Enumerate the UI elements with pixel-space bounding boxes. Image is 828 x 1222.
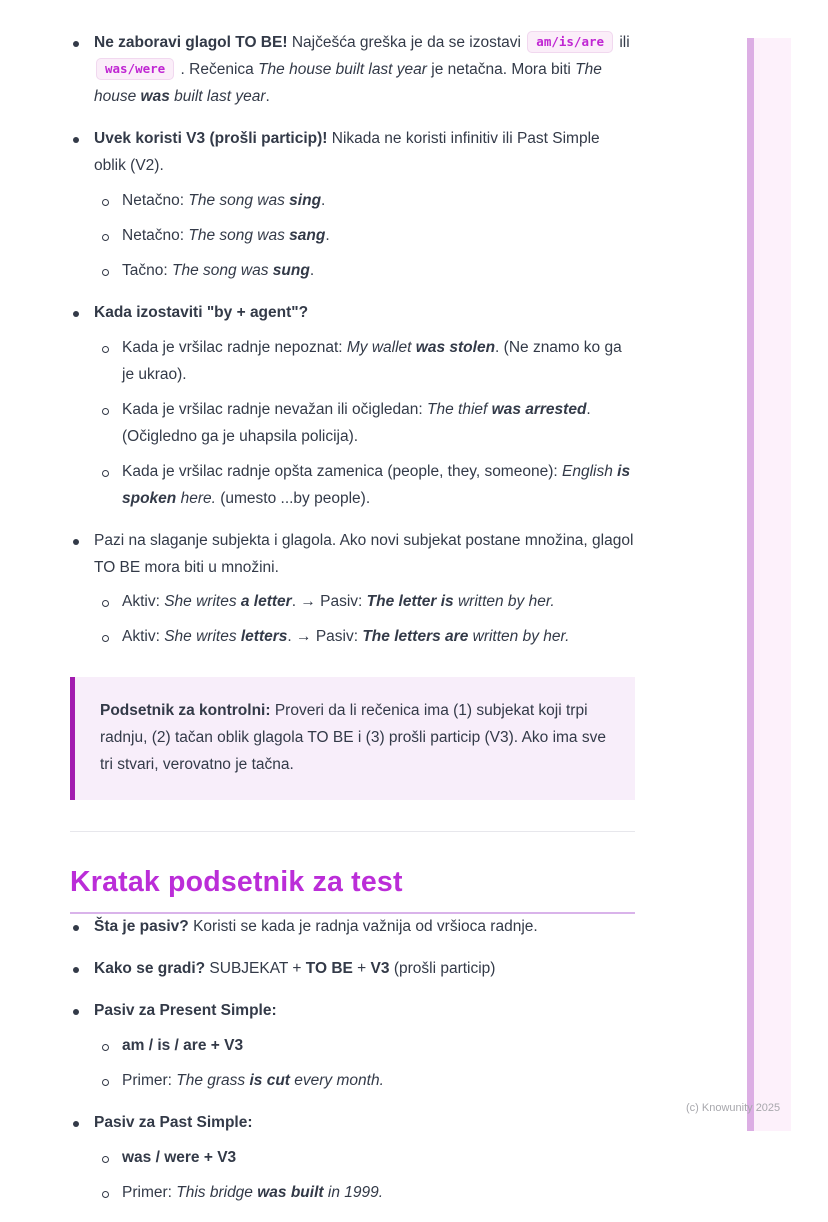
text-segment: am / is / are + V3 [122,1037,244,1055]
notes-list-top [70,30,635,651]
text-segment: + [352,960,371,978]
text-segment: written by her. [468,628,570,646]
bullet-marker [99,624,122,651]
list-item-body [94,1110,635,1207]
section-heading: Kratak podsetnik za test [70,866,635,914]
list-item-body [122,223,635,250]
text-segment: Primer: [122,1072,177,1090]
code-chip: was/were [96,58,174,80]
list-item-text [94,1110,635,1137]
list-item [70,914,635,941]
list-item-body [122,1068,635,1095]
list-item-body [94,956,635,983]
text-segment: TO BE [305,960,353,978]
callout-text [100,698,607,779]
list-item-body [122,335,635,389]
text-segment: Aktiv: [122,628,165,646]
list-item-text [94,528,635,582]
text-segment: This bridge [176,1184,258,1202]
list-item-body [122,188,635,215]
bullet-marker [99,1068,122,1095]
list-item-body [122,589,635,616]
text-segment: The song was [188,191,290,209]
text-segment: a letter [240,593,292,611]
text-segment: Kako se gradi? [94,960,206,978]
text-segment: (prošli particip) [389,960,496,978]
list-item [70,998,635,1095]
sub-list-item [94,589,635,616]
list-item-text [94,998,635,1025]
sub-list [94,1145,635,1207]
sub-list-item [94,258,635,285]
text-segment: Najčešća greška je da se izostavi [287,34,526,51]
list-item-body [94,30,635,111]
list-item [70,126,635,285]
list-item-body [122,397,635,451]
text-segment: Pasiv za Past Simple: [94,1114,253,1132]
text-segment: in 1999. [323,1184,384,1202]
bullet-marker [99,589,122,616]
text-segment: . [265,87,270,105]
text-segment: . Rečenica [176,60,259,78]
text-segment: Podsetnik za kontrolni: [100,702,271,720]
list-item-body [94,528,635,652]
text-segment: English [561,462,618,480]
bullet-marker [99,258,122,285]
bullet-marker [99,397,122,451]
text-segment: . [309,261,315,279]
list-item-text [122,223,635,250]
text-segment: SUBJEKAT + [205,960,306,978]
text-segment: . → Pasiv: [291,593,367,611]
text-segment: was [140,87,170,105]
text-segment: . [321,191,326,209]
list-item-body [94,300,635,513]
text-segment: The letter is [366,593,454,611]
sub-list [94,188,635,285]
list-item-text [94,300,635,327]
list-item [70,528,635,652]
list-item-text [122,589,635,616]
list-item-text [94,914,635,941]
text-segment: Kada je vršilac radnje nevažan ili očigledan: [122,400,428,418]
section-divider [70,831,635,832]
text-segment: Netačno: [122,226,189,244]
text-segment: She writes [164,628,241,646]
text-segment: Tačno: [122,261,172,279]
list-item-text [122,1180,635,1207]
text-segment: Ne zaboravi glagol TO BE! [94,34,288,51]
text-segment: Kada izostaviti "by + agent"? [94,303,309,321]
text-segment: . [325,226,330,244]
list-item-body [122,1145,635,1172]
list-item-body [94,998,635,1095]
sub-list-item [94,335,635,389]
list-item-body [122,459,635,513]
watermark: (c) Knowunity 2025 [686,1102,781,1114]
text-segment: Šta je pasiv? [94,918,189,936]
bullet-marker [99,1180,122,1207]
sub-list-item [94,188,635,215]
list-item-body [122,1180,635,1207]
text-segment: (umesto ...by people). [215,489,371,507]
sub-list [94,1033,635,1095]
content-column [70,30,635,1222]
text-segment: sang [289,226,326,244]
text-segment: The letters are [362,628,469,646]
bullet-marker [99,223,122,250]
bullet-marker [99,1145,122,1172]
list-item-body [122,624,635,651]
text-segment: The house built last year [258,60,427,78]
sub-list-item [94,1068,635,1095]
bullet-marker [70,914,94,941]
text-segment: letters [240,628,288,646]
text-segment: . (Očigledno ga je uhapsila policija). [122,400,591,445]
page-edge-strip [747,38,791,1131]
text-segment: Nikada ne koristi infinitiv ili Past Simple oblik (V2). [94,129,600,174]
code-chip: am/is/are [527,31,613,53]
text-segment: Kada je vršilac radnje opšta zamenica (people, they, someone): [122,462,562,480]
list-item [70,1110,635,1207]
list-item-body [94,126,635,285]
list-item-body [94,914,635,941]
list-item-text [122,1068,635,1095]
list-item [70,956,635,983]
text-segment: is spoken [122,462,631,507]
text-segment: Proveri da li rečenica ima (1) subjekat koji trpi radnju, (2) tačan oblik glagola TO BE i (3) prošli particip (V3). Ako ima sve tri stvari, verovatno je tačna. [100,702,606,774]
notes-list-summary [70,914,635,1207]
sub-list-item [94,624,635,651]
list-item [70,300,635,513]
list-item-body [122,1033,635,1060]
sub-list-item [94,1145,635,1172]
text-segment: . → Pasiv: [287,628,363,646]
list-item-text [122,1145,635,1172]
text-segment: The grass [176,1072,250,1090]
text-segment: every month. [289,1072,384,1090]
sub-list-item [94,459,635,513]
text-segment: The song was [171,261,273,279]
text-segment: Pazi na slaganje subjekta i glagola. Ako novi subjekat postane množina, glagol TO BE mora biti u množini. [94,531,634,576]
bullet-marker [70,998,94,1095]
sub-list-item [94,1180,635,1207]
text-segment: je netačna. Mora biti [426,60,576,78]
bullet-marker [70,956,94,983]
list-item-text [122,459,635,513]
text-segment: was arrested [491,400,587,418]
sub-list [94,335,635,513]
text-segment: Uvek koristi V3 (prošli particip)! [94,129,328,147]
bullet-marker [70,1110,94,1207]
bullet-marker [70,126,94,285]
text-segment: Primer: [122,1184,177,1202]
text-segment: written by her. [453,593,555,611]
text-segment: Kada je vršilac radnje nepoznat: [122,338,347,356]
list-item [70,30,635,111]
callout-box [70,677,635,800]
sub-list [94,589,635,651]
list-item-text [122,188,635,215]
sub-list-item [94,223,635,250]
sub-list-item [94,397,635,451]
text-segment: was built [257,1184,324,1202]
bullet-marker [99,335,122,389]
bullet-marker [70,528,94,652]
list-item-text [122,624,635,651]
text-segment: here. [176,489,216,507]
list-item-text [122,335,635,389]
list-item-text [122,397,635,451]
text-segment: Koristi se kada je radnja važnija od vršioca radnje. [188,918,538,936]
bullet-marker [70,30,94,111]
text-segment: sing [289,191,322,209]
list-item-text [94,30,635,111]
bullet-marker [99,459,122,513]
list-item-text [122,258,635,285]
text-segment: sung [272,261,310,279]
text-segment: Aktiv: [122,593,165,611]
text-segment: ili [615,34,630,51]
bullet-marker [99,1033,122,1060]
bullet-marker [99,188,122,215]
list-item-body [122,258,635,285]
text-segment: Pasiv za Present Simple: [94,1002,277,1020]
text-segment: The house [94,60,602,105]
text-segment: built last year [169,87,266,105]
text-segment: was stolen [415,338,496,356]
bullet-marker [70,300,94,513]
text-segment: The thief [427,400,492,418]
list-item-text [122,1033,635,1060]
list-item-text [94,956,635,983]
text-segment: . (Ne znamo ko ga je ukrao). [122,338,622,383]
text-segment: V3 [370,960,390,978]
text-segment: is cut [249,1072,290,1090]
text-segment: Netačno: [122,191,189,209]
text-segment: The song was [188,226,290,244]
sub-list-item [94,1033,635,1060]
list-item-text [94,126,635,180]
text-segment: My wallet [346,338,416,356]
text-segment: was / were + V3 [122,1149,237,1167]
text-segment: She writes [164,593,241,611]
